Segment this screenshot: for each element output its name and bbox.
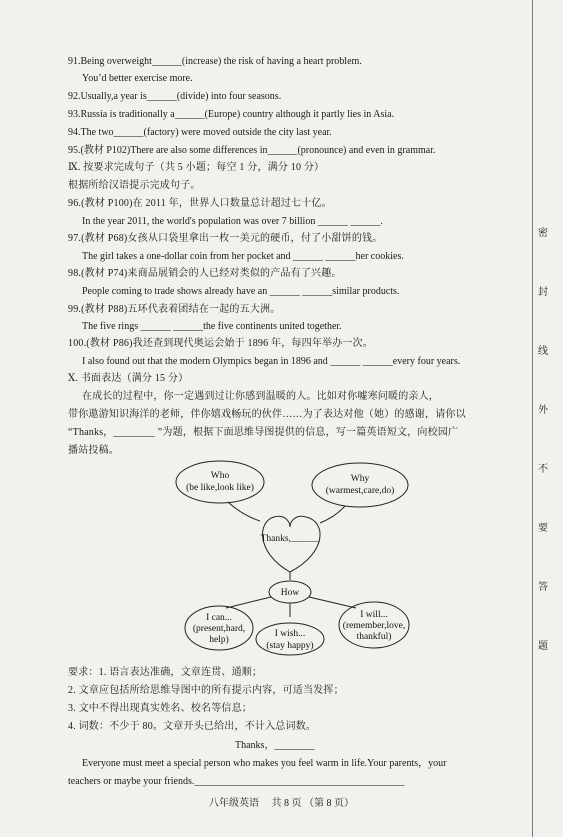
writing-prompt-line-2: 带你遨游知识海洋的老师，伴你嬉戏畅玩的伙伴……为了表达对他（她）的感谢，请你以 bbox=[68, 409, 466, 420]
requirement-3: 3. 文中不得出现真实姓名、校名等信息； bbox=[68, 703, 252, 714]
question-100: 100.(教材 P86)我还查到现代奥运会始于 1896 年，每四年举办一次。 bbox=[68, 338, 374, 349]
requirement-2: 2. 文章应包括所给思维导图中的所有提示内容，可适当发挥； bbox=[68, 685, 344, 696]
question-95: 95.(教材 P102)There are also some differences in______(pronounce) and even in grammar. bbox=[68, 145, 436, 156]
question-97-english: The girl takes a one-dollar coin from her pocket and ______ ______her cookies. bbox=[82, 251, 404, 262]
why-hint: (warmest,care,do) bbox=[325, 486, 395, 496]
who-bubble bbox=[176, 461, 264, 503]
question-91: 91.Being overweight______(increase) the risk of having a heart problem. bbox=[68, 56, 362, 67]
heart-shape bbox=[260, 516, 321, 572]
section-9-title: Ⅸ. 按要求完成句子（共 5 小题；每空 1 分，满分 10 分） bbox=[68, 162, 325, 173]
question-94: 94.The two______(factory) were moved outside the city last year. bbox=[68, 127, 332, 138]
i-can-label: I can... bbox=[206, 613, 232, 623]
question-93: 93.Russia is traditionally a______(Europe) country although it partly lies in Asia. bbox=[68, 109, 395, 120]
i-can-hint-1: (present,hard, bbox=[192, 624, 246, 634]
essay-opening-line-1: Everyone must meet a special person who makes you feel warm in life.Your parents，your bbox=[82, 758, 447, 769]
why-label: Why bbox=[350, 474, 370, 484]
question-99-english: The five rings ______ ______the five continents united together. bbox=[82, 321, 342, 332]
seal-char-7: 答 bbox=[538, 582, 548, 593]
seal-char-8: 题 bbox=[538, 641, 548, 652]
i-will-label: I will... bbox=[360, 610, 388, 620]
question-98: 98.(教材 P74)来商品展销会的人已经对类似的产品有了兴趣。 bbox=[68, 268, 342, 279]
i-wish-label: I wish... bbox=[274, 629, 306, 639]
how-label: How bbox=[280, 588, 300, 598]
question-97: 97.(教材 P68)女孩从口袋里拿出一枚一美元的硬币，付了小甜饼的钱。 bbox=[68, 233, 383, 244]
question-99: 99.(教材 P88)五环代表着团结在一起的五大洲。 bbox=[68, 304, 281, 315]
question-91-note: You’d better exercise more. bbox=[82, 73, 193, 84]
seal-char-6: 要 bbox=[538, 523, 548, 534]
essay-opening-line-2: teachers or maybe your friends.__________________________________________ bbox=[68, 776, 405, 787]
writing-prompt-line-3: “Thanks，________ ”为题，根据下面思维导图提供的信息，写一篇英语短文，向校园广 bbox=[68, 427, 459, 438]
seal-char-3: 线 bbox=[538, 346, 548, 357]
question-92: 92.Usually,a year is______(divide) into four seasons. bbox=[68, 91, 282, 102]
question-96: 96.(教材 P100)在 2011 年，世界人口数量总计超过七十亿。 bbox=[68, 198, 332, 209]
i-wish-hint: (stay happy) bbox=[266, 641, 314, 651]
section-9-instruction: 根据所给汉语提示完成句子。 bbox=[68, 180, 201, 191]
question-98-english: People coming to trade shows already have an ______ ______similar products. bbox=[82, 286, 400, 297]
who-label: Who bbox=[210, 471, 230, 481]
i-can-hint-2: help) bbox=[209, 635, 229, 645]
question-96-english: In the year 2011, the world's population was over 7 billion ______ ______. bbox=[82, 216, 383, 227]
seal-char-1: 密 bbox=[538, 228, 548, 239]
who-hint: (be like,look like) bbox=[186, 483, 254, 493]
writing-prompt-line-4: 播站投稿。 bbox=[68, 445, 119, 456]
question-100-english: I also found out that the modern Olympics began in 1896 and ______ ______every four years. bbox=[82, 356, 461, 367]
seal-char-2: 封 bbox=[538, 287, 548, 298]
why-bubble bbox=[312, 463, 408, 507]
writing-prompt-line-1: 在成长的过程中，你一定遇到过让你感到温暖的人。比如对你嘘寒问暖的亲人， bbox=[82, 391, 439, 402]
section-10-title: Ⅹ. 书面表达（满分 15 分） bbox=[68, 373, 189, 384]
heart-thanks-label: Thanks,______ bbox=[260, 534, 320, 544]
i-will-hint-2: thankful) bbox=[356, 632, 392, 642]
page-footer: 八年级英语 共 8 页 （第 8 页） bbox=[209, 798, 354, 809]
mind-map bbox=[170, 457, 430, 657]
requirement-4: 4. 词数：不少于 80。文章开头已给出，不计入总词数。 bbox=[68, 721, 317, 732]
seal-line bbox=[532, 0, 533, 837]
requirement-1: 要求：1. 语言表达准确，文章连贯、通顺； bbox=[68, 667, 263, 678]
i-will-hint-1: (remember,love, bbox=[342, 621, 406, 631]
seal-char-5: 不 bbox=[538, 464, 548, 475]
seal-char-4: 外 bbox=[538, 405, 548, 416]
essay-title: Thanks，________ bbox=[235, 740, 315, 751]
